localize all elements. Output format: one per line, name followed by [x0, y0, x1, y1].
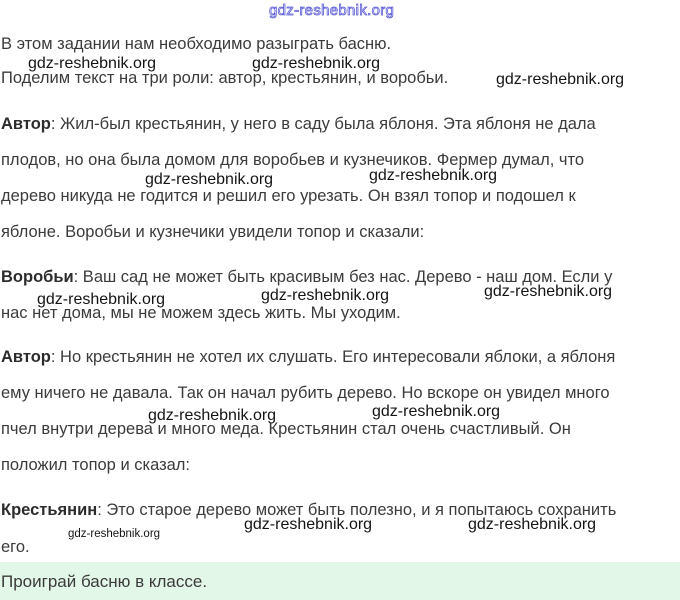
paragraph-line: пчел внутри дерева и много меда. Крестьянин стал очень счастливый. Он [1, 420, 571, 438]
paragraph-line: яблоне. Воробьи и кузнечики увидели топор и сказали: [1, 223, 425, 241]
paragraph-line: плодов, но она была домом для воробьев и кузнечиков. Фермер думал, что [1, 151, 585, 169]
intro-line: Поделим текст на три роли: автор, крестьянин, и воробьи. [1, 69, 449, 87]
paragraph-line: нас нет дома, мы не можем здесь жить. Мы уходим. [1, 304, 401, 322]
watermark-header: gdz-reshebnik.org [269, 2, 395, 19]
task-text: Проиграй басню в классе. [1, 572, 208, 591]
speaker-label: Воробьи [1, 268, 74, 286]
watermark: gdz-reshebnik.org [261, 287, 390, 304]
watermark: gdz-reshebnik.org [28, 55, 157, 72]
paragraph-line: дерево никуда не годится и решил его урезать. Он взял топор и подошел к [1, 187, 576, 205]
intro-line: В этом задании нам необходимо разыграть басню. [1, 35, 392, 53]
watermark: gdz-reshebnik.org [37, 291, 166, 308]
watermark: gdz-reshebnik.org [252, 55, 381, 72]
watermark: gdz-reshebnik.org [68, 528, 161, 540]
speech-text: : Это старое дерево может быть полезно, и я попытаюсь сохранить [97, 501, 617, 519]
watermark: gdz-reshebnik.org [244, 516, 373, 533]
speaker-label: Крестьянин [1, 501, 98, 519]
watermark: gdz-reshebnik.org [468, 516, 597, 533]
paragraph-line: положил топор и сказал: [1, 456, 191, 474]
watermark: gdz-reshebnik.org [496, 71, 625, 88]
speaker-label: Автор [1, 115, 51, 133]
watermark: gdz-reshebnik.org [369, 167, 498, 184]
paragraph-line [1, 347, 615, 367]
paragraph-line: ему ничего не давала. Так он начал рубить дерево. Но вскоре он увидел много [1, 384, 610, 402]
watermark: gdz-reshebnik.org [145, 171, 274, 188]
watermark: gdz-reshebnik.org [148, 407, 277, 424]
task-banner [0, 562, 680, 600]
watermark: gdz-reshebnik.org [484, 283, 613, 300]
speaker-label: Автор [1, 348, 51, 366]
speech-text: : Но крестьянин не хотел их слушать. Его интересовали яблоки, а яблоня [50, 348, 616, 366]
paragraph-line: его. [1, 538, 30, 556]
watermark: gdz-reshebnik.org [372, 403, 501, 420]
speech-text: : Ваш сад не может быть красивым без нас. Дерево - наш дом. Если у [73, 268, 613, 286]
paragraph-line [1, 114, 596, 134]
speech-text: : Жил-был крестьянин, у него в саду была яблоня. Эта яблоня не дала [50, 115, 596, 133]
